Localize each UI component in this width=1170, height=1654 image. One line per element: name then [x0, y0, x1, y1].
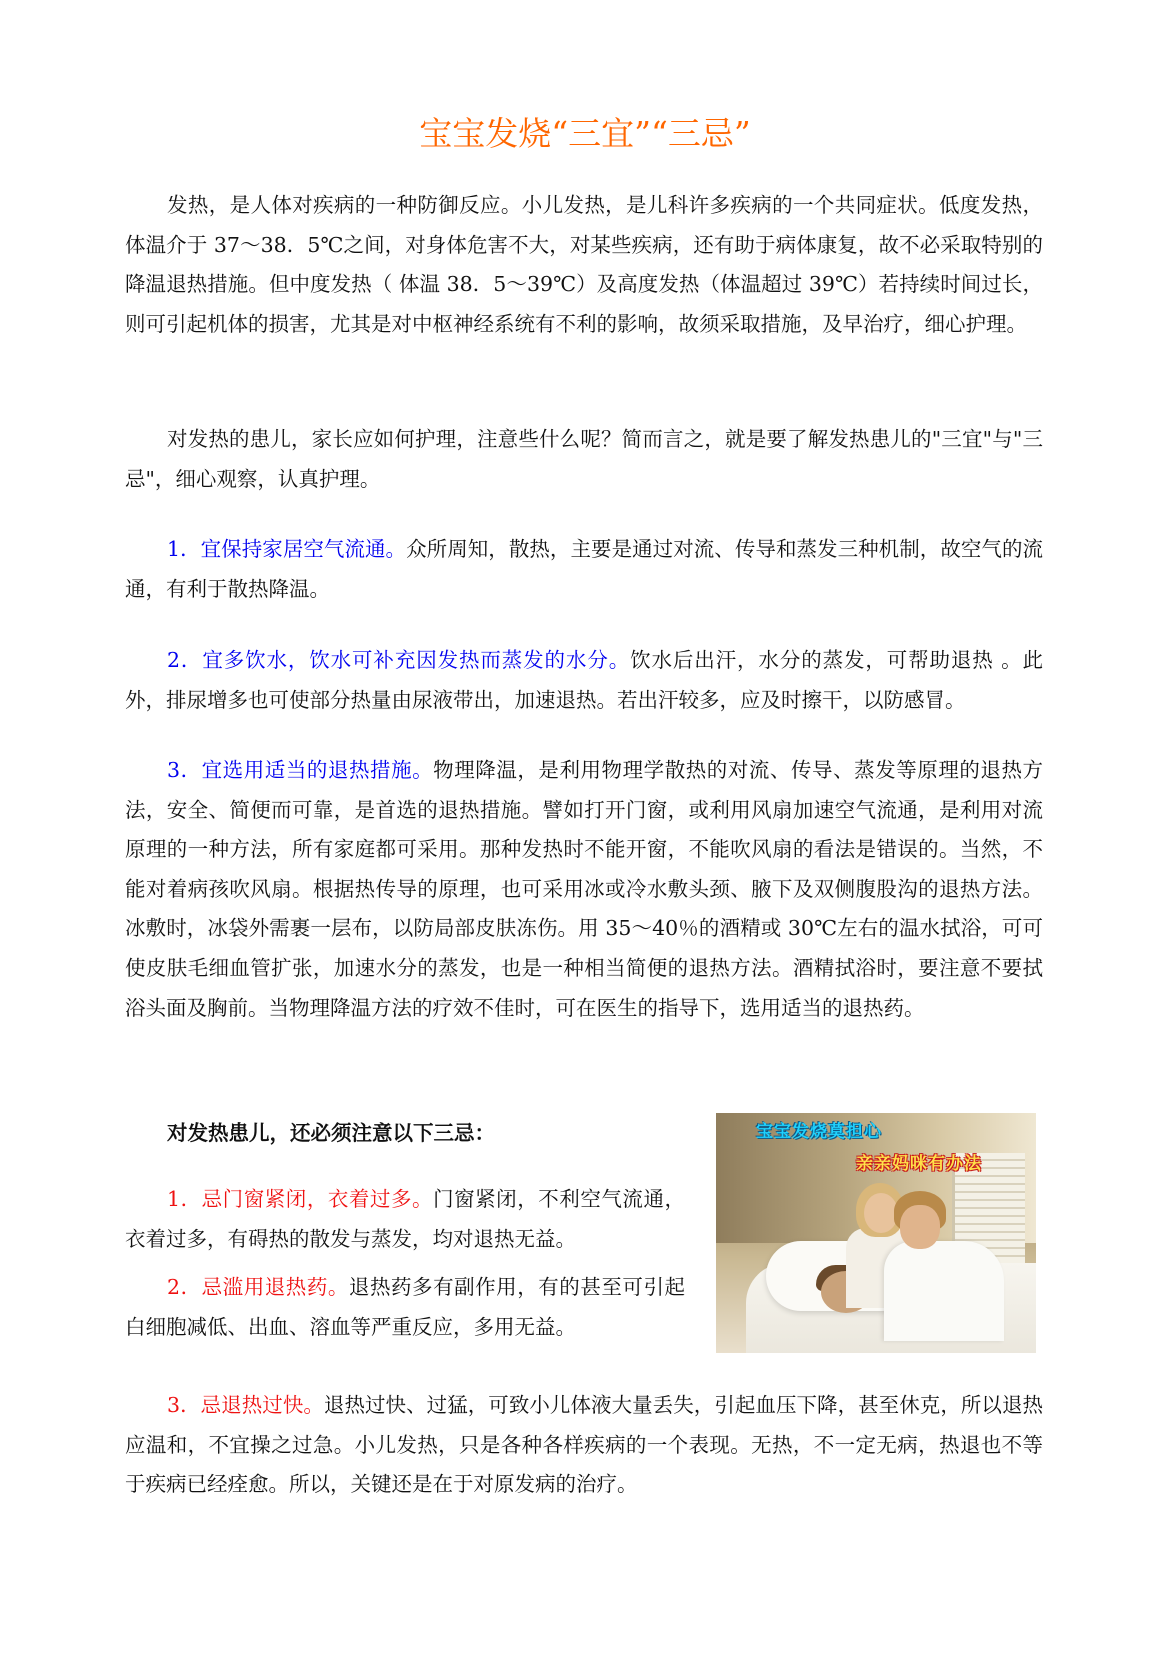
yi-item-2-body: 饮水后出汗，水分的蒸发，可帮助退热 。此外，排尿增多也可使部分热量由尿液带出，加速退热。若出汗较多，应及时擦干，以防感冒。 [125, 648, 1043, 712]
ji-item-1-body: 门窗紧闭，不利空气流通，衣着过多，有碍热的散发与蒸发，均对退热无益。 [125, 1187, 685, 1251]
ji-item-1-heading: 1．忌门窗紧闭，衣着过多。 [167, 1187, 434, 1211]
ji-item-3-heading: 3．忌退热过快。 [167, 1393, 324, 1417]
care-question-paragraph: 对发热的患儿，家长应如何护理，注意些什么呢？简而言之，就是要了解发热患儿的"三宜"与"三忌"，细心观察，认真护理。 [125, 427, 1043, 491]
yi-item-1 [125, 530, 1043, 609]
photo-doctor-coat [884, 1241, 1004, 1341]
doctor-child-photo [716, 1113, 1036, 1353]
yi-item-1-body: 众所周知，散热，主要是通过对流、传导和蒸发三种机制，故空气的流通，有利于散热降温。 [125, 537, 1044, 601]
yi-item-3-body: 物理降温，是利用物理学散热的对流、传导、蒸发等原理的退热方法，安全、简便而可靠，是首选的退热措施。譬如打开门窗，或利用风扇加速空气流通，是利用对流原理的一种方法，所有家庭都可采用。那种发热时不能开窗，不能吹风扇的看法是错误的。当然，不能对着病孩吹风扇。根据热传导的原理，也可采用冰或冷水敷头颈、腋下及双侧腹股沟的退热方法。冰敷时，冰袋外需裹一层布，以防局部皮肤冻伤。用 35～40％的酒精或 30℃左右的温水拭浴，可可使皮肤毛细血管扩张，加速水分的蒸发，也是一种相当简便的退热方法。酒精拭浴时，要注意不要拭浴头面及胸前。当物理降温方法的疗效不佳时，可在医生的指导下，选用适当的退热药。 [125, 758, 1044, 1020]
yi-item-1-heading: 1．宜保持家居空气流通。 [167, 537, 407, 561]
photo-caption-line-1: 宝宝发烧莫担心 [756, 1122, 882, 1142]
yi-item-3-heading: 3．宜选用适当的退热措施。 [167, 758, 434, 782]
photo-doctor-face [900, 1205, 940, 1249]
ji-item-3 [125, 1386, 1043, 1505]
ji-item-1 [125, 1180, 685, 1259]
yi-item-2-heading: 2．宜多饮水，饮水可补充因发热而蒸发的水分。 [167, 648, 631, 672]
ji-item-2-body: 退热药多有副作用，有的甚至可引起白细胞减低、出血、溶血等严重反应，多用无益。 [125, 1275, 686, 1339]
ji-item-3-body: 退热过快、过猛，可致小儿体液大量丢失，引起血压下降，甚至休克，所以退热应温和，不宜操之过急。小儿发热，只是各种各样疾病的一个表现。无热，不一定无病，热退也不等于疾病已经痊愈。所以，关键还是在于对原发病的治疗。 [125, 1393, 1044, 1497]
document-title: 宝宝发烧“三宜”“三忌” [419, 114, 751, 153]
yi-item-2 [125, 641, 1043, 720]
photo-mother-face [864, 1193, 898, 1233]
ji-intro-heading: 对发热患儿，还必须注意以下三忌： [167, 1121, 495, 1145]
yi-item-3 [125, 751, 1043, 1028]
intro-paragraph: 发热，是人体对疾病的一种防御反应。小儿发热，是儿科许多疾病的一个共同症状。低度发热，体温介于 37～38．5℃之间，对身体危害不大，对某些疾病，还有助于病体康复，故不必采取特别的降温退热措施。但中度发热（ 体温 38．5～39℃）及高度发热（体温超过 39℃）若持续时间过长，则可引起机体的损害，尤其是对中枢神经系统有不利的影响，故须采取措施，及早治疗，细心护理。 [125, 193, 1043, 336]
ji-item-2-heading: 2．忌滥用退热药。 [167, 1275, 349, 1299]
photo-caption-line-2: 亲亲妈咪有办法 [856, 1154, 982, 1174]
ji-item-2 [125, 1268, 685, 1347]
